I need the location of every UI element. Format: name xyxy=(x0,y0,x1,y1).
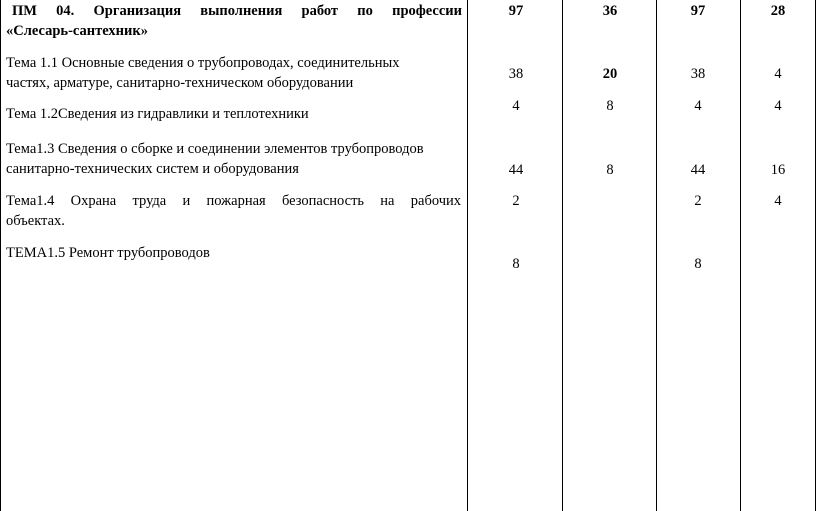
topic-1-3-value-2: 8 xyxy=(606,162,614,178)
topic-1-1-value-3: 38 xyxy=(690,66,706,82)
topic-1-5-value-3: 8 xyxy=(694,256,702,272)
topic-1-3-line-1: Тема1.3 Сведения о сборке и соединении элементов трубопроводов xyxy=(6,141,424,157)
topic-1-4-value-4: 4 xyxy=(774,193,782,209)
topic-1-1-line-2: частях, арматуре, санитарно-техническом оборудовании xyxy=(6,75,354,91)
topic-1-1-value-2: 20 xyxy=(602,66,618,82)
topic-1-5-value-1: 8 xyxy=(512,256,520,272)
table-border-left xyxy=(0,0,1,511)
module-title-line-1: ПМ 04. Организация выполнения работ по профессии xyxy=(12,3,462,19)
total-col-3: 97 xyxy=(690,3,706,19)
topic-1-4-value-1: 2 xyxy=(512,193,520,209)
topic-1-1-value-1: 38 xyxy=(508,66,524,82)
topic-1-2-value-2: 8 xyxy=(606,98,614,114)
total-col-2: 36 xyxy=(602,3,618,19)
topic-1-3-line-2: санитарно-технических систем и оборудования xyxy=(6,161,299,177)
column-divider-2 xyxy=(562,0,563,511)
topic-1-2-value-1: 4 xyxy=(512,98,520,114)
topic-1-3-value-4: 16 xyxy=(770,162,786,178)
topic-1-2-value-4: 4 xyxy=(774,98,782,114)
topic-1-2-value-3: 4 xyxy=(694,98,702,114)
total-col-4: 28 xyxy=(770,3,786,19)
topic-1-5-line-1: ТЕМА1.5 Ремонт трубопроводов xyxy=(6,245,210,261)
column-divider-3 xyxy=(656,0,657,511)
column-divider-4 xyxy=(740,0,741,511)
column-divider-1 xyxy=(467,0,468,511)
module-title-line-2: «Слесарь-сантехник» xyxy=(6,23,148,39)
topic-1-3-value-1: 44 xyxy=(508,162,524,178)
topic-1-1-line-1: Тема 1.1 Основные сведения о трубопроводах, соединительных xyxy=(6,55,400,71)
topic-1-4-line-1: Тема1.4 Охрана труда и пожарная безопасность на рабочих xyxy=(6,193,461,209)
topic-1-4-value-3: 2 xyxy=(694,193,702,209)
topic-1-1-value-4: 4 xyxy=(774,66,782,82)
topic-1-2-line-1: Тема 1.2Сведения из гидравлики и теплотехники xyxy=(6,106,309,122)
total-col-1: 97 xyxy=(508,3,524,19)
topic-1-4-line-2: объектах. xyxy=(6,213,65,229)
topic-1-3-value-3: 44 xyxy=(690,162,706,178)
